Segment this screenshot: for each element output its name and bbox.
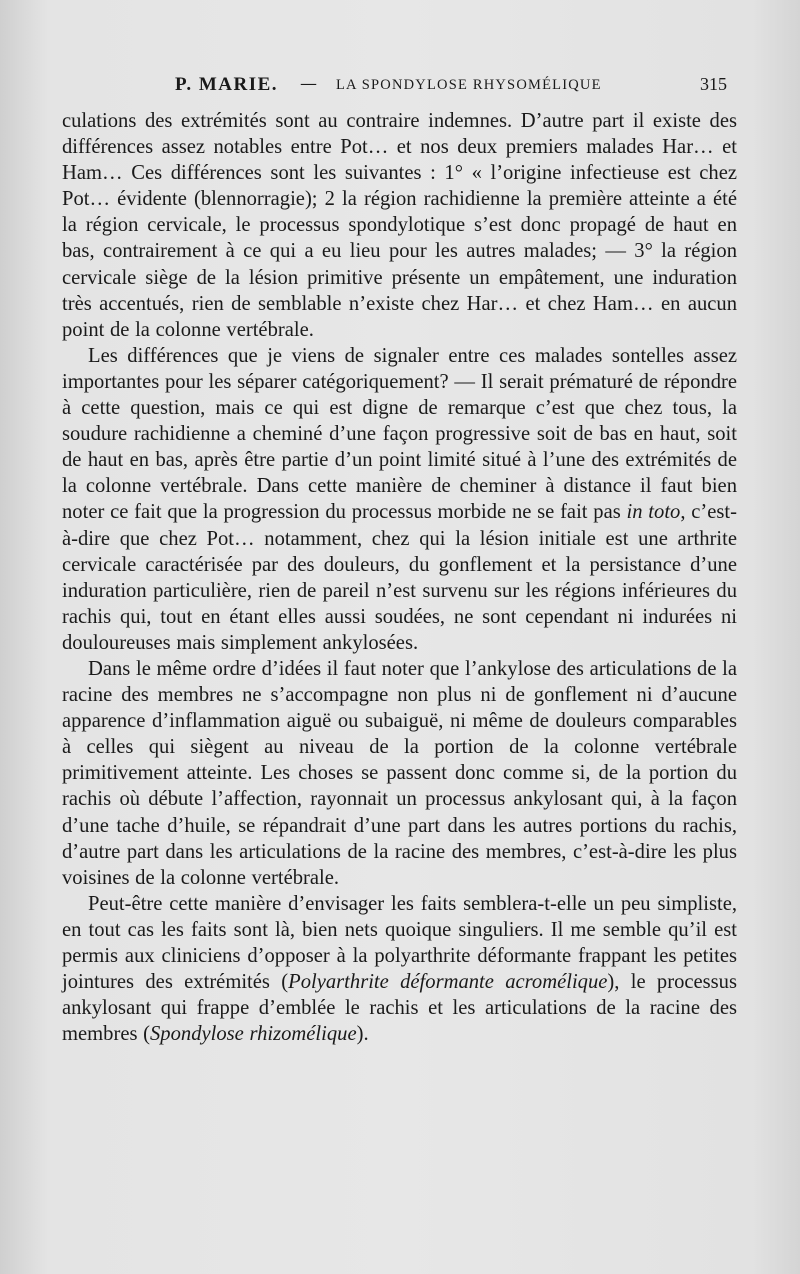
paragraph-4-segment-5: ). [356,1023,369,1046]
running-header [0,74,800,100]
paragraph-4-italic-acromelique: Polyarthrite déformante acromélique [288,971,608,994]
paragraph-4-italic-rhizomelique: Spondylose rhizomélique [150,1023,357,1046]
page-number: 315 [700,74,727,94]
paragraph-1-segment-1: culations des extrémités sont au contraire indemnes. D’autre part il existe des différences assez notables entre Pot… et nos deux premiers malades Har… et Ham… Ces différences sont les suivantes : 1° « l’origine infectieuse est chez Pot… évidente (blennorragie); 2 la région rachidienne la première atteinte a été la région cervicale, le processus spondylotique s’est donc propagé de haut en bas, contrairement à ce qui a eu lieu pour les autres malades; — 3° la région cervicale siège de la lésion primitive présente un empâtement, une induration très accentués, rien de semblable n’existe chez Har… et chez Ham… en aucun point de la colonne vertébrale. [62,110,737,341]
paragraph-4-segment-1: Peut-être cette manière d’envisager les faits semblera-t-elle un peu simpliste, en tout cas les faits sont là, bien nets quoique singuliers. Il me semble qu’il est permis aux cliniciens d’opposer à la polyarthrite déformante frappant les petites jointures des extrémités ( [62,892,737,994]
paragraph-4 [62,891,737,1048]
body-text [62,108,737,1047]
header-dash: — [300,74,317,94]
paragraph-4-segment-3: ), le processus ankylosant qui frappe d’emblée le rachis et les articulations de la racine des membres ( [62,971,737,1046]
paragraph-2 [62,343,737,656]
header-author: P. MARIE. [175,74,279,95]
paragraph-2-italic-in-toto: in toto [626,501,681,524]
paragraph-2-segment-1: Les différences que je viens de signaler entre ces malades sontelles assez importantes pour les séparer catégoriquement? — Il serait prématuré de répondre à cette question, mais ce qui est digne de remarque c’est que chez tous, la soudure rachidienne a cheminé d’une façon progressive soit de bas en haut, soit de haut en bas, après être partie d’un point limité situé à l’une des extrémités de la colonne vertébrale. Dans cette manière de cheminer à distance il faut bien noter ce fait que la progression du processus morbide ne se fait pas [62,344,737,524]
paragraph-2-segment-3: , c’est-à-dire que chez Pot… notamment, chez qui la lésion initiale est une arthrite cervicale caractérisée par des douleurs, du gonflement et la persistance d’une induration particulière, rien de pareil n’est survenu sur les régions inférieures du rachis qui, tout en étant elles aussi soudées, ne sont cependant ni indurées ni douloureuses mais simplement ankylosées. [62,501,737,654]
header-running-title: LA SPONDYLOSE RHYSOMÉLIQUE [336,77,602,93]
paragraph-1 [62,108,737,343]
paragraph-3 [62,656,737,891]
paragraph-3-segment-1: Dans le même ordre d’idées il faut noter que l’ankylose des articulations de la racine des membres ne s’accompagne non plus ni de gonflement ni d’aucune apparence d’inflammation aiguë ou subaiguë, ni même de douleurs comparables à celles qui siègent au niveau de la portion de la colonne vertébrale primitivement atteinte. Les choses se passent donc comme si, de la portion du rachis où débute l’affection, rayonnait un processus ankylosant qui, à la façon d’une tache d’huile, se répandrait d’une part dans les autres portions du rachis, d’autre part dans les articulations de la racine des membres, c’est-à-dire les plus voisines de la colonne vertébrale. [62,657,737,889]
